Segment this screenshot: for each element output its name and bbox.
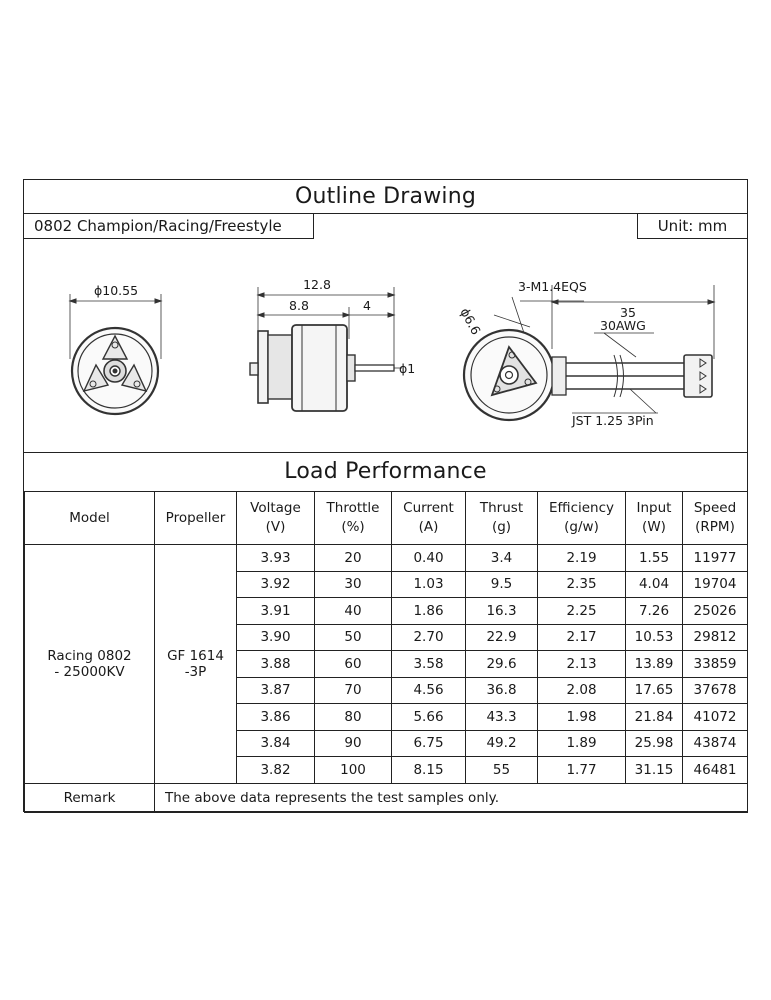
table-cell: 46481 <box>683 757 748 784</box>
front-diameter-label: ϕ10.55 <box>94 283 139 298</box>
table-cell: 3.88 <box>237 651 315 678</box>
remark-label: Remark <box>25 783 155 812</box>
table-cell: 55 <box>466 757 538 784</box>
table-cell: 10.53 <box>626 624 683 651</box>
wire-gauge-label: 30AWG <box>600 318 646 333</box>
table-cell: 37678 <box>683 677 748 704</box>
table-cell: 60 <box>315 651 392 678</box>
header-propeller: Propeller <box>155 492 237 545</box>
table-cell: 3.93 <box>237 545 315 572</box>
table-cell: 6.75 <box>392 730 466 757</box>
shaft-diameter-label: ϕ1 <box>399 361 416 376</box>
table-cell: 30 <box>315 571 392 598</box>
table-cell: 1.89 <box>538 730 626 757</box>
table-cell: 2.25 <box>538 598 626 625</box>
side-view-motor-icon <box>250 287 402 411</box>
table-cell: 2.08 <box>538 677 626 704</box>
table-cell: 3.90 <box>237 624 315 651</box>
table-cell: 4.04 <box>626 571 683 598</box>
unit-label: Unit: mm <box>637 213 747 239</box>
table-header-row <box>25 492 748 545</box>
table-cell: 11977 <box>683 545 748 572</box>
wire-length-label: 35 <box>620 305 636 320</box>
table-cell: 31.15 <box>626 757 683 784</box>
motor-series-label: 0802 Champion/Racing/Freestyle <box>24 213 314 239</box>
overall-length-label: 12.8 <box>303 277 331 292</box>
table-cell: 41072 <box>683 704 748 731</box>
header-speed: Speed (RPM) <box>683 492 748 545</box>
outline-drawing-title: Outline Drawing <box>24 180 747 214</box>
table-cell: 49.2 <box>466 730 538 757</box>
table-cell: 5.66 <box>392 704 466 731</box>
table-cell: 36.8 <box>466 677 538 704</box>
table-cell: 3.84 <box>237 730 315 757</box>
table-cell: 3.92 <box>237 571 315 598</box>
table-cell: 22.9 <box>466 624 538 651</box>
model-cell: Racing 0802 - 25000KV <box>25 545 155 784</box>
table-cell: 0.40 <box>392 545 466 572</box>
table-cell: 19704 <box>683 571 748 598</box>
outline-drawing <box>24 239 747 451</box>
table-cell: 40 <box>315 598 392 625</box>
table-cell: 3.58 <box>392 651 466 678</box>
table-cell: 90 <box>315 730 392 757</box>
table-cell: 2.17 <box>538 624 626 651</box>
table-cell: 16.3 <box>466 598 538 625</box>
table-row <box>25 545 748 572</box>
table-cell: 8.15 <box>392 757 466 784</box>
propeller-cell: GF 1614 -3P <box>155 545 237 784</box>
remark-text: The above data represents the test samples only. <box>155 783 748 812</box>
table-cell: 1.77 <box>538 757 626 784</box>
table-cell: 13.89 <box>626 651 683 678</box>
mount-diameter-label: ϕ6.6 <box>457 305 484 338</box>
header-efficiency: Efficiency (g/w) <box>538 492 626 545</box>
table-cell: 29812 <box>683 624 748 651</box>
connector-label: JST 1.25 3Pin <box>572 413 654 428</box>
table-cell: 1.03 <box>392 571 466 598</box>
table-cell: 50 <box>315 624 392 651</box>
table-cell: 43.3 <box>466 704 538 731</box>
table-cell: 7.26 <box>626 598 683 625</box>
table-cell: 29.6 <box>466 651 538 678</box>
load-performance-table <box>24 491 748 813</box>
table-cell: 2.19 <box>538 545 626 572</box>
table-cell: 21.84 <box>626 704 683 731</box>
load-performance-title: Load Performance <box>24 452 747 492</box>
table-cell: 70 <box>315 677 392 704</box>
table-cell: 3.86 <box>237 704 315 731</box>
body-length-label: 8.8 <box>289 298 309 313</box>
table-cell: 33859 <box>683 651 748 678</box>
shaft-length-label: 4 <box>363 298 371 313</box>
table-cell: 1.86 <box>392 598 466 625</box>
header-current: Current (A) <box>392 492 466 545</box>
header-throttle: Throttle (%) <box>315 492 392 545</box>
header-model: Model <box>25 492 155 545</box>
table-cell: 100 <box>315 757 392 784</box>
rear-view-motor-icon <box>464 285 714 420</box>
table-cell: 43874 <box>683 730 748 757</box>
spec-sheet <box>23 179 748 812</box>
table-cell: 4.56 <box>392 677 466 704</box>
table-cell: 9.5 <box>466 571 538 598</box>
table-cell: 20 <box>315 545 392 572</box>
remark-row <box>25 783 748 812</box>
table-cell: 17.65 <box>626 677 683 704</box>
screw-spec-label: 3-M1.4EQS <box>518 279 587 294</box>
table-cell: 1.55 <box>626 545 683 572</box>
table-cell: 80 <box>315 704 392 731</box>
table-cell: 2.70 <box>392 624 466 651</box>
header-voltage: Voltage (V) <box>237 492 315 545</box>
table-cell: 2.35 <box>538 571 626 598</box>
table-cell: 25.98 <box>626 730 683 757</box>
front-view-motor-icon <box>70 294 161 414</box>
header-input: Input (W) <box>626 492 683 545</box>
table-cell: 2.13 <box>538 651 626 678</box>
table-cell: 3.4 <box>466 545 538 572</box>
table-cell: 3.91 <box>237 598 315 625</box>
table-cell: 3.87 <box>237 677 315 704</box>
table-cell: 25026 <box>683 598 748 625</box>
table-cell: 3.82 <box>237 757 315 784</box>
header-thrust: Thrust (g) <box>466 492 538 545</box>
table-cell: 1.98 <box>538 704 626 731</box>
